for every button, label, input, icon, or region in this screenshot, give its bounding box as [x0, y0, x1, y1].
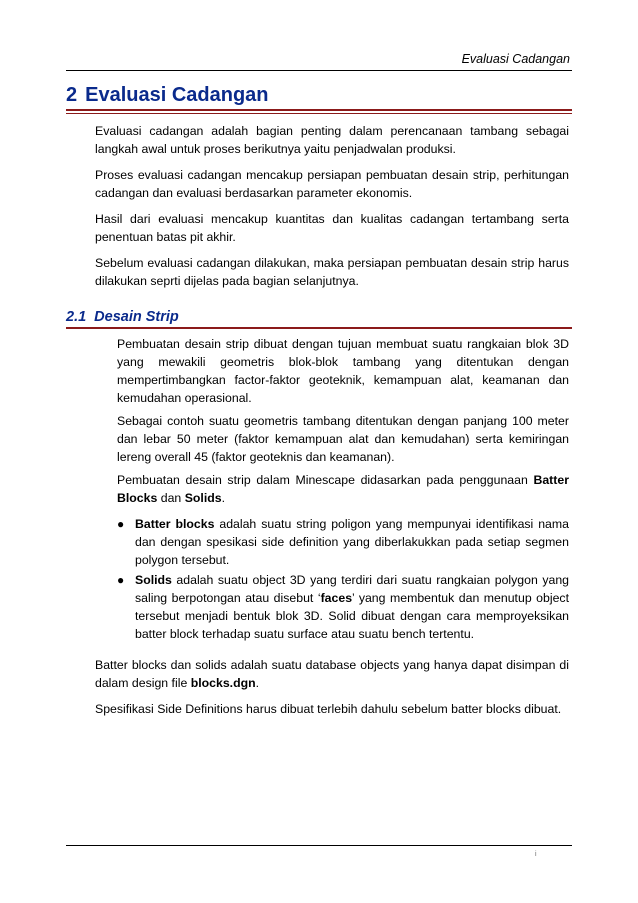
- paragraph: Hasil dari evaluasi mencakup kuantitas dan kualitas cadangan tertambang serta penentuan batas pit akhir.: [95, 212, 569, 244]
- paragraph-intro: [117, 471, 569, 507]
- intro-text: Pembuatan desain strip dalam Minescape didasarkan pada penggunaan: [117, 473, 534, 487]
- intro-bold-solids: Solids: [184, 491, 222, 505]
- intro-bold-batter-blocks: Batter Blocks: [117, 473, 569, 505]
- paragraph: Evaluasi cadangan adalah bagian penting dalam perencanaan tambang sebagai langkah awal untuk proses berikutnya yaitu penjadwalan produksi.: [95, 124, 569, 156]
- paragraph: Sebagai contoh suatu geometris tambang ditentukan dengan panjang 100 meter dan lebar 50 meter (faktor kemampuan alat dan kemudahan) serta kemiringan lereng overall 45 (faktor geoteknis dan keamanan).: [117, 414, 569, 464]
- bullet-term: Batter blocks: [135, 517, 215, 531]
- footer-rule: [66, 845, 572, 846]
- paragraph: [95, 656, 569, 692]
- subsection-title: Desain Strip: [94, 309, 179, 325]
- header-rule: [66, 70, 572, 71]
- paragraph: Pembuatan desain strip dibuat dengan tujuan membuat suatu rangkaian blok 3D yang mewakili geometris blok-blok tambang yang ditentukan dengan mempertimbangkan factor-faktor geoteknik, kemampuan alat, keamanan dan kemudahan operasional.: [117, 337, 569, 405]
- bullet-text-end: ’ yang membentuk dan menutup object tersebut menjadi bentuk blok 3D. Solid dibuat dengan cara memproyeksikan batter block terhadap suatu surface atau suatu bench tertentu.: [135, 591, 569, 641]
- intro-text-mid: dan: [157, 491, 185, 505]
- subsection-number: 2.1: [66, 309, 87, 325]
- bullet-text: adalah suatu object 3D yang terdiri dari suatu rangkaian polygon yang saling berpotongan atau disebut ‘: [135, 573, 569, 605]
- section-number: 2: [66, 84, 78, 106]
- heading-rule-thin: [66, 113, 572, 114]
- bullet-icon: ●: [117, 517, 125, 531]
- intro-text-end: .: [221, 491, 226, 505]
- paragraph: Sebelum evaluasi cadangan dilakukan, maka persiapan pembuatan desain strip harus dilakukan seprti dijelas pada bagian selanjutnya.: [95, 256, 569, 288]
- bullet-inline-bold: faces: [320, 591, 353, 605]
- section-heading: [66, 84, 269, 107]
- page-mark: i: [535, 851, 537, 858]
- bullet-icon: ●: [117, 573, 125, 587]
- heading-rule: [66, 109, 572, 111]
- list-item: [117, 571, 569, 643]
- bullet-list: [117, 515, 569, 645]
- list-item: [117, 515, 569, 569]
- paragraph: Spesifikasi Side Definitions harus dibuat terlebih dahulu sebelum batter blocks dibuat.: [95, 702, 562, 716]
- subsection-heading: [66, 309, 179, 325]
- closing-bold-filename: blocks.dgn: [190, 676, 256, 690]
- bullet-text: adalah suatu string poligon yang mempunyai identifikasi nama dan dengan spesikasi side definition yang diberlakukkan pada setiap segmen polygon tersebut.: [135, 517, 569, 567]
- bullet-term: Solids: [135, 573, 172, 587]
- running-header: Evaluasi Cadangan: [461, 52, 570, 66]
- subheading-rule: [66, 327, 572, 329]
- section-title: Evaluasi Cadangan: [85, 84, 269, 106]
- closing-text: Batter blocks dan solids adalah suatu database objects yang hanya dapat disimpan di dalam design file: [95, 658, 569, 690]
- paragraph: Proses evaluasi cadangan mencakup persiapan pembuatan desain strip, perhitungan cadangan dan evaluasi berdasarkan parameter ekonomis.: [95, 168, 569, 200]
- closing-text-end: .: [255, 676, 260, 690]
